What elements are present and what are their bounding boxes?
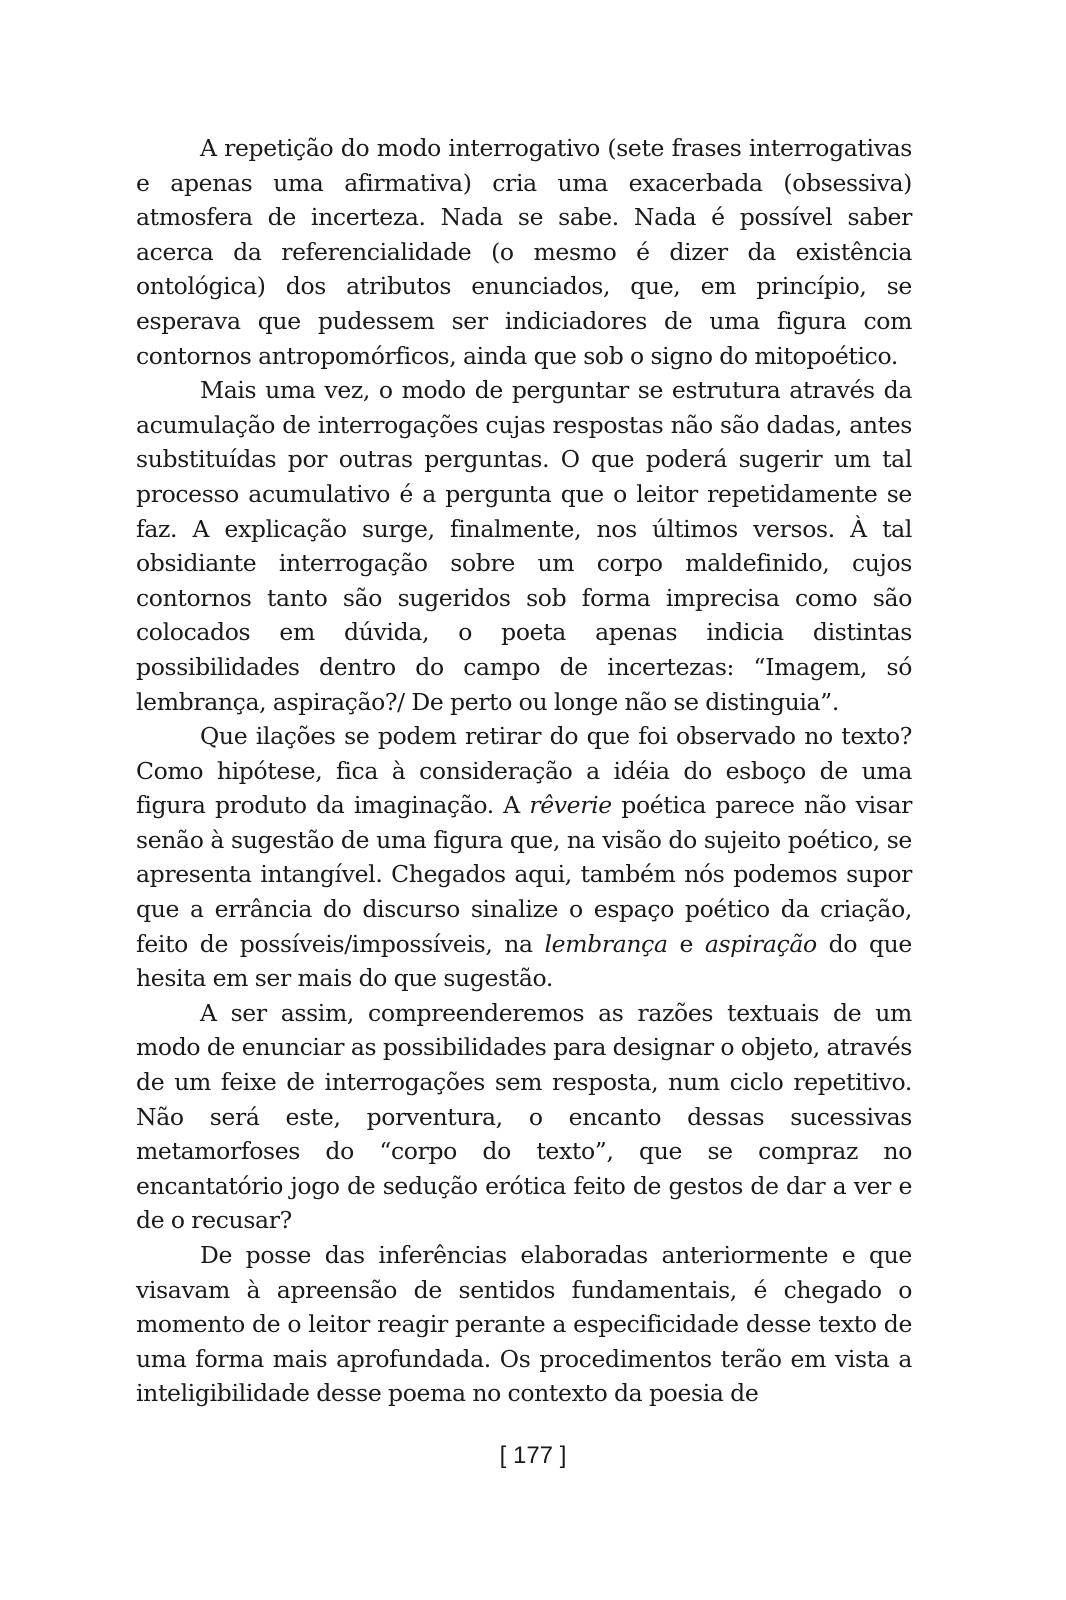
- text-run: A repetição do modo interrogativo (sete frases interrogativas e apenas uma afirmativa) cria uma exacerbada (obsessiva) atmosfera de incerteza. Nada se sabe. Nada é possível saber acerca da referencialidade (o mesmo é dizer da existência ontológica) dos atributos enunciados, que, em princípio, se esperava que pudessem ser indiciadores de uma figura com contornos antropomórficos, ainda que sob o signo do mitopoético.: [136, 134, 912, 370]
- text-run: e: [667, 929, 705, 958]
- paragraph: [136, 373, 912, 719]
- paragraph: [136, 996, 912, 1238]
- text-run: Mais uma vez, o modo de perguntar se estrutura através da acumulação de interrogações cujas respostas não são dadas, antes substituídas por outras perguntas. O que poderá sugerir um tal processo acumulativo é a pergunta que o leitor repetidamente se faz. A explicação surge, finalmente, nos últimos versos. À tal obsidiante interrogação sobre um corpo maldefinido, cujos contornos tanto são sugeridos sob forma imprecisa como são colocados em dúvida, o poeta apenas indicia distintas possibilidades dentro do campo de incertezas: “Imagem, só lembrança, aspiração?/ De perto ou longe não se distinguia”.: [136, 376, 912, 716]
- text-run: do que hesita em ser mais do que sugestão.: [136, 929, 912, 993]
- page-number: [ 177 ]: [499, 1442, 567, 1469]
- paragraph: [136, 719, 912, 996]
- page-body: [136, 131, 912, 1411]
- paragraph: [136, 1238, 912, 1411]
- paragraph: [136, 131, 912, 373]
- italic-text: rêverie: [529, 791, 612, 820]
- text-run: Que ilações se podem retirar do que foi observado no texto? Como hipótese, fica à consideração a idéia do esboço de uma figura produto da imaginação. A: [136, 722, 912, 820]
- italic-text: lembrança: [544, 929, 668, 958]
- text-run: A ser assim, compreenderemos as razões textuais de um modo de enunciar as possibilidades para designar o objeto, através de um feixe de interrogações sem resposta, num ciclo repetitivo. Não será este, porventura, o encanto dessas sucessivas metamorfoses do “corpo do texto”, que se compraz no encantatório jogo de sedução erótica feito de gestos de dar a ver e de o recusar?: [136, 998, 912, 1235]
- text-run: poética parece não visar senão à sugestão de uma figura que, na visão do sujeito poético, se apresenta intangível. Chegados aqui, também nós podemos supor que a errância do discurso sinalize o espaço poético da criação, feito de possíveis/impossíveis, na: [136, 791, 912, 958]
- italic-text: aspiração: [704, 929, 817, 958]
- text-run: De posse das inferências elaboradas anteriormente e que visavam à apreensão de sentidos fundamentais, é chegado o momento de o leitor reagir perante a especificidade desse texto de uma forma mais aprofundada. Os procedimentos terão em vista a inteligibilidade desse poema no contexto da poesia de: [136, 1241, 912, 1408]
